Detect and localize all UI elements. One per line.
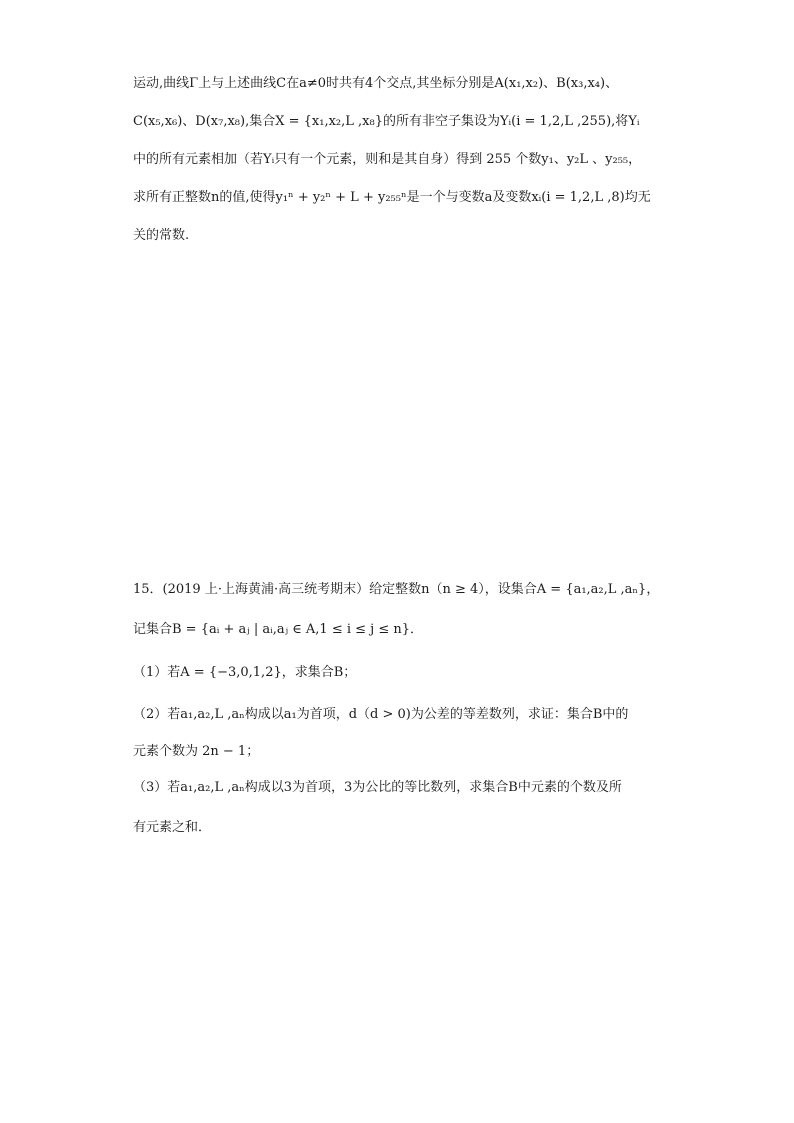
question-15-part-2-line-2: 元素个数为 2n − 1； bbox=[133, 744, 260, 759]
question-15-part-2-line-1: （2）若a₁,a₂,L ,aₙ构成以a₁为首项，d（d > 0)为公差的等差数列，求证：集合B中的 bbox=[133, 707, 629, 722]
continuation-line-2: C(x₅,x₆)、D(x₇,x₈),集合X = {x₁,x₂,L ,x₈}的所有非空子集设为Yᵢ(i = 1,2,L ,255),将Yᵢ bbox=[133, 114, 640, 129]
continuation-line-4: 求所有正整数n的值,使得y₁ⁿ + y₂ⁿ + L + y₂₅₅ⁿ是一个与变数a及变数xᵢ(i = 1,2,L ,8)均无 bbox=[133, 190, 651, 205]
continuation-line-3: 中的所有元素相加（若Yᵢ只有一个元素，则和是其自身）得到 255 个数y₁、y₂L 、y₂₅₅， bbox=[133, 152, 642, 167]
continuation-line-1: 运动,曲线Γ上与上述曲线C在a≠0时共有4个交点,其坐标分别是A(x₁,x₂)、B(x₃,x₄)、 bbox=[133, 76, 619, 91]
question-15-part-3-line-1: （3）若a₁,a₂,L ,aₙ构成以3为首项，3为公比的等比数列，求集合B中元素的个数及所 bbox=[133, 780, 622, 795]
continuation-line-5: 关的常数. bbox=[133, 228, 190, 243]
question-15-part-1: （1）若A = {−3,0,1,2}，求集合B； bbox=[133, 665, 357, 680]
question-15-set-b-definition: 记集合B = {aᵢ + aⱼ | aᵢ,aⱼ ∈ A,1 ≤ i ≤ j ≤ n}． bbox=[133, 622, 423, 637]
question-15-header: 15．(2019 上·上海黄浦·高三统考期末）给定整数n（n ≥ 4），设集合A = {a₁,a₂,L ,aₙ}， bbox=[133, 582, 660, 597]
question-15-part-3-line-2: 有元素之和． bbox=[133, 820, 212, 835]
